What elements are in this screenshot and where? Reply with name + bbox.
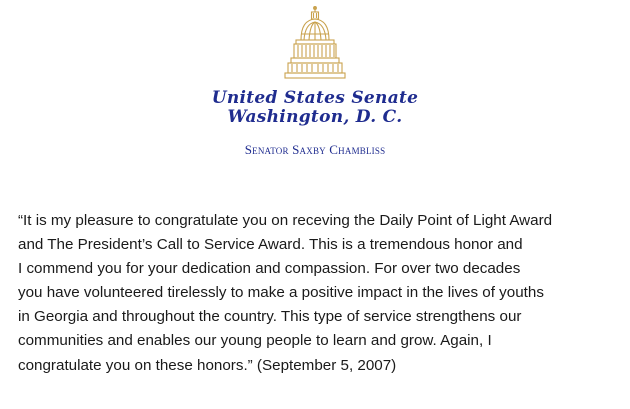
letterhead-location: Washington, D. C.	[227, 107, 403, 127]
congratulation-quote: “It is my pleasure to congratulate you on receving the Daily Point of Light Award and The President’s Call to Service Award. This is a tremendous honor and I commend you for your dedication and compassion. For over two decades you have volunteered tirelessly to make a positive impact in the lives of youths in Georgia and throughout the country. This type of service strengthens our communities and enables our young people to learn and grow. Again, I congratulate you on these honors.” (September 5, 2007)	[18, 212, 553, 374]
senator-name: Senator Saxby Chambliss	[244, 142, 386, 157]
letterhead-senate-title: United States Senate	[211, 88, 419, 108]
capitol-dome-seal	[282, 4, 348, 82]
